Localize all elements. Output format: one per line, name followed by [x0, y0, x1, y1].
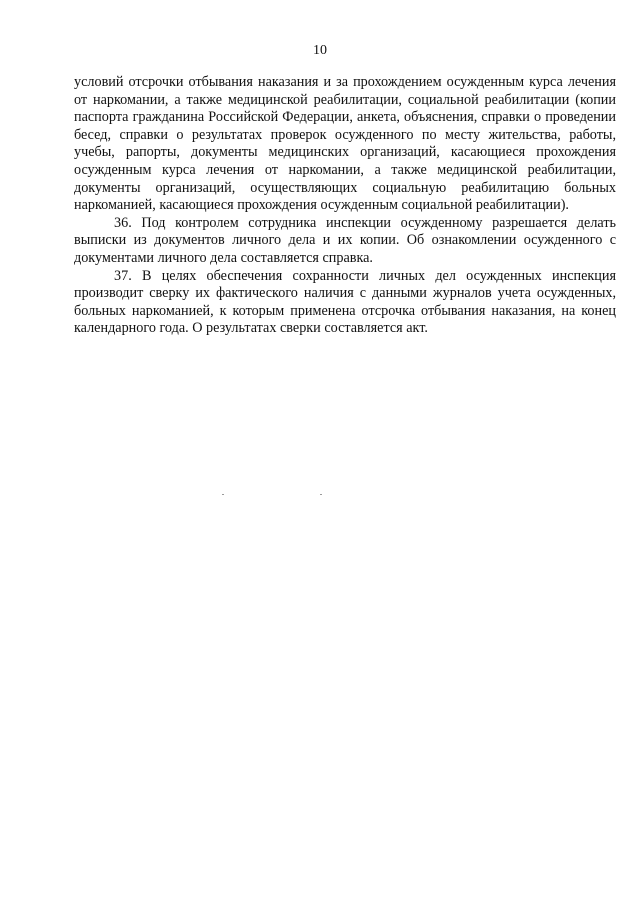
paragraph-item-36: 36. Под контролем сотрудника инспекции осужденному разрешается делать выписки из документов личного дела и их копии. Об ознакомлении осужденного с документами личного дела составляется справка. [74, 214, 616, 266]
paragraph-item-37: 37. В целях обеспечения сохранности личных дел осужденных инспекция производит сверку их фактического наличия с данными журналов учета осужденных, больных наркоманией, к которым применена отсрочка отбывания наказания, на конец календарного года. О результатах сверки составляется акт. [74, 267, 616, 337]
page-number: 10 [313, 43, 327, 58]
document-body [74, 74, 616, 338]
scan-speck [320, 494, 322, 495]
paragraph-continuation: условий отсрочки отбывания наказания и за прохождением осужденным курса лечения от наркомании, а также медицинской реабилитации, социальной реабилитации (копии паспорта гражданина Российской Федерации, анкета, объяснения, справки о проведении бесед, справки о результатах проверок осужденного по месту жительства, работы, учебы, рапорты, документы медицинских организаций, касающиеся прохождения осужденным курса лечения от наркомании, а также медицинской реабилитации, документы организаций, осуществляющих социальную реабилитацию больных наркоманией, касающиеся прохождения осужденным социальной реабилитации). [74, 74, 616, 214]
scan-speck [222, 494, 224, 495]
